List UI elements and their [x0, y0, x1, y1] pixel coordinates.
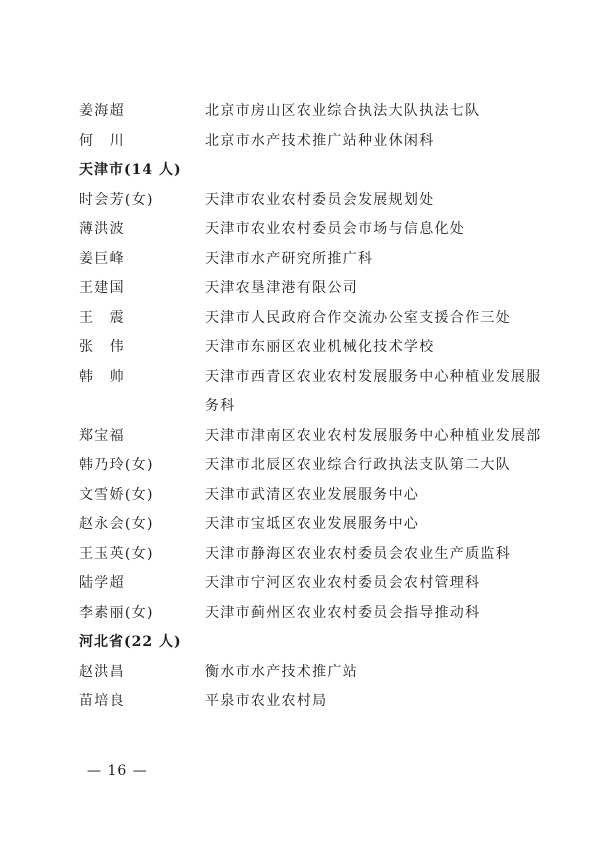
- person-name: 陆学超: [79, 575, 125, 591]
- organization: 天津市北辰区农业综合行政执法支队第二大队: [205, 457, 511, 473]
- list-item: [79, 274, 549, 304]
- organization: 天津市农业农村委员会市场与信息化处: [205, 221, 466, 237]
- person-name: 王建国: [79, 280, 125, 296]
- name-list: [79, 97, 549, 717]
- page-number: — 16 —: [87, 763, 148, 779]
- person-name: 赵洪昌: [79, 663, 125, 680]
- person-name: 赵永会(女): [79, 516, 154, 532]
- list-item: [79, 658, 549, 688]
- list-item: [79, 186, 549, 216]
- list-item: [79, 304, 549, 334]
- organization: 天津市宁河区农业农村委员会农村管理科: [205, 575, 481, 591]
- organization: 天津市津南区农业农村发展服务中心种植业发展部: [205, 427, 542, 444]
- person-name: 张 伟: [79, 339, 125, 355]
- person-name: 韩 帅: [79, 368, 125, 385]
- person-name: 韩乃玲(女): [79, 457, 154, 473]
- list-item: [79, 245, 549, 275]
- list-item: [79, 451, 549, 481]
- list-item: [79, 540, 549, 570]
- person-name: 郑宝福: [79, 427, 125, 444]
- person-name: 苗培良: [79, 693, 125, 709]
- person-name: 何 川: [79, 132, 125, 149]
- person-name: 王玉英(女): [79, 545, 154, 562]
- list-item: [79, 687, 549, 717]
- organization: 北京市水产技术推广站种业休闲科: [205, 132, 435, 149]
- person-name: 文雪娇(女): [79, 486, 154, 503]
- person-name: 姜海超: [79, 103, 125, 119]
- list-item: [79, 333, 549, 363]
- organization: 衡水市水产技术推广站: [205, 663, 358, 680]
- list-item: [79, 422, 549, 452]
- organization: 天津市人民政府合作交流办公室支援合作三处: [205, 309, 511, 326]
- organization: 天津市农业农村委员会发展规划处: [205, 191, 435, 208]
- person-name: 薄洪波: [79, 221, 125, 237]
- list-item: [79, 363, 549, 422]
- organization: 天津市水产研究所推广科: [205, 250, 374, 267]
- organization: 天津市静海区农业农村委员会农业生产质监科: [205, 545, 511, 562]
- organization: 天津市宝坻区农业发展服务中心: [205, 516, 420, 532]
- list-item: [79, 481, 549, 511]
- list-item: [79, 97, 549, 127]
- list-item: [79, 599, 549, 629]
- organization: 天津市蓟州区农业农村委员会指导推动科: [205, 604, 481, 621]
- organization: 平泉市农业农村局: [205, 693, 328, 709]
- list-item: [79, 510, 549, 540]
- section-heading-hebei: 河北省(22 人): [79, 634, 182, 650]
- organization: 天津农垦津港有限公司: [205, 280, 358, 296]
- organization: 北京市房山区农业综合执法大队执法七队: [205, 103, 481, 119]
- organization: 天津市武清区农业发展服务中心: [205, 486, 420, 503]
- person-name: 姜巨峰: [79, 250, 125, 267]
- list-item: [79, 569, 549, 599]
- person-name: 王 震: [79, 309, 125, 326]
- section-heading-tianjin: 天津市(14 人): [79, 162, 182, 178]
- organization: 天津市东丽区农业机械化技术学校: [205, 339, 435, 355]
- person-name: 李素丽(女): [79, 604, 154, 621]
- organization: 天津市西青区农业农村发展服务中心种植业发展服务科: [205, 368, 542, 414]
- list-item: [79, 127, 549, 157]
- list-item: [79, 215, 549, 245]
- person-name: 时会芳(女): [79, 191, 154, 208]
